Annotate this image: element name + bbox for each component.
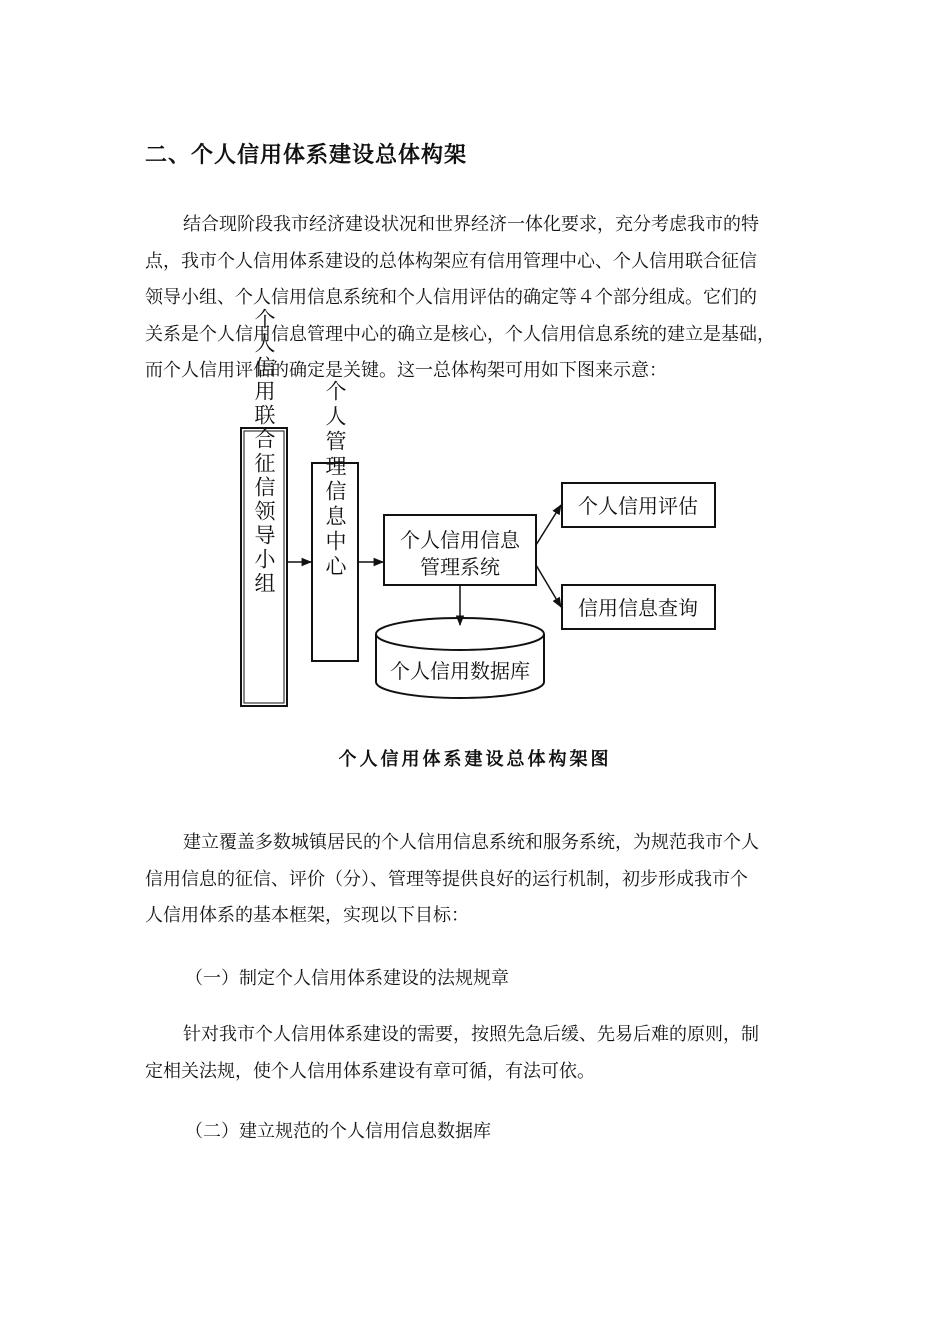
goals-paragraph <box>145 825 805 935</box>
query-box <box>562 585 715 629</box>
paragraph-line: 关系是个人信用信息管理中心的确立是核心，个人信用信息系统的建立是基础， <box>145 323 775 345</box>
leading-group-box <box>241 308 287 706</box>
paragraph-line: 建立覆盖多数城镇居民的个人信用信息系统和服务系统，为规范我市个人 <box>183 832 759 853</box>
sub1-paragraph <box>145 1017 805 1090</box>
management-center-label: 个人管理信息中心 <box>323 380 347 580</box>
section-heading: 二、个人信用体系建设总体构架 <box>145 143 468 168</box>
evaluation-label: 个人信用评估 <box>578 494 698 518</box>
management-center-box <box>312 380 358 661</box>
evaluation-box <box>562 483 715 527</box>
system-box <box>384 515 536 585</box>
paragraph-line: 点，我市个人信用体系建设的总体构架应有信用管理中心、个人信用联合征信 <box>145 250 757 272</box>
paragraph-line: 结合现阶段我市经济建设状况和世界经济一体化要求，充分考虑我市的特 <box>183 214 759 235</box>
subheading-1: （一）制定个人信用体系建设的法规规章 <box>185 968 509 989</box>
paragraph-line: 针对我市个人信用体系建设的需要，按照先急后缓、先易后难的原则，制 <box>183 1024 759 1045</box>
paragraph-line: 定相关法规，使个人信用体系建设有章可循，有法可依。 <box>145 1060 595 1082</box>
leading-group-label: 个人信用联合征信领导小组 <box>252 308 276 596</box>
paragraph-line: 而个人信用评估的确定是关键。这一总体构架可用如下图来示意： <box>145 360 667 381</box>
database-label: 个人信用数据库 <box>390 659 530 683</box>
system-label-line2: 管理系统 <box>420 555 500 579</box>
database-cylinder <box>376 618 544 698</box>
paragraph-line: 信用信息的征信、评价（分）、管理等提供良好的运行机制，初步形成我市个 <box>145 868 748 890</box>
paragraph-line: 人信用体系的基本框架，实现以下目标： <box>145 905 469 926</box>
diagram-caption: 个人信用体系建设总体构架图 <box>338 749 612 770</box>
arrow-system-to-evaluation <box>536 505 561 545</box>
arrow-system-to-query <box>536 565 561 607</box>
system-label-line1: 个人信用信息 <box>400 528 520 552</box>
query-label: 信用信息查询 <box>578 596 698 620</box>
paragraph-line: 领导小组、个人信用信息系统和个人信用评估的确定等４个部分组成。它们的 <box>145 287 757 308</box>
subheading-2: （二）建立规范的个人信用信息数据库 <box>185 1121 491 1142</box>
